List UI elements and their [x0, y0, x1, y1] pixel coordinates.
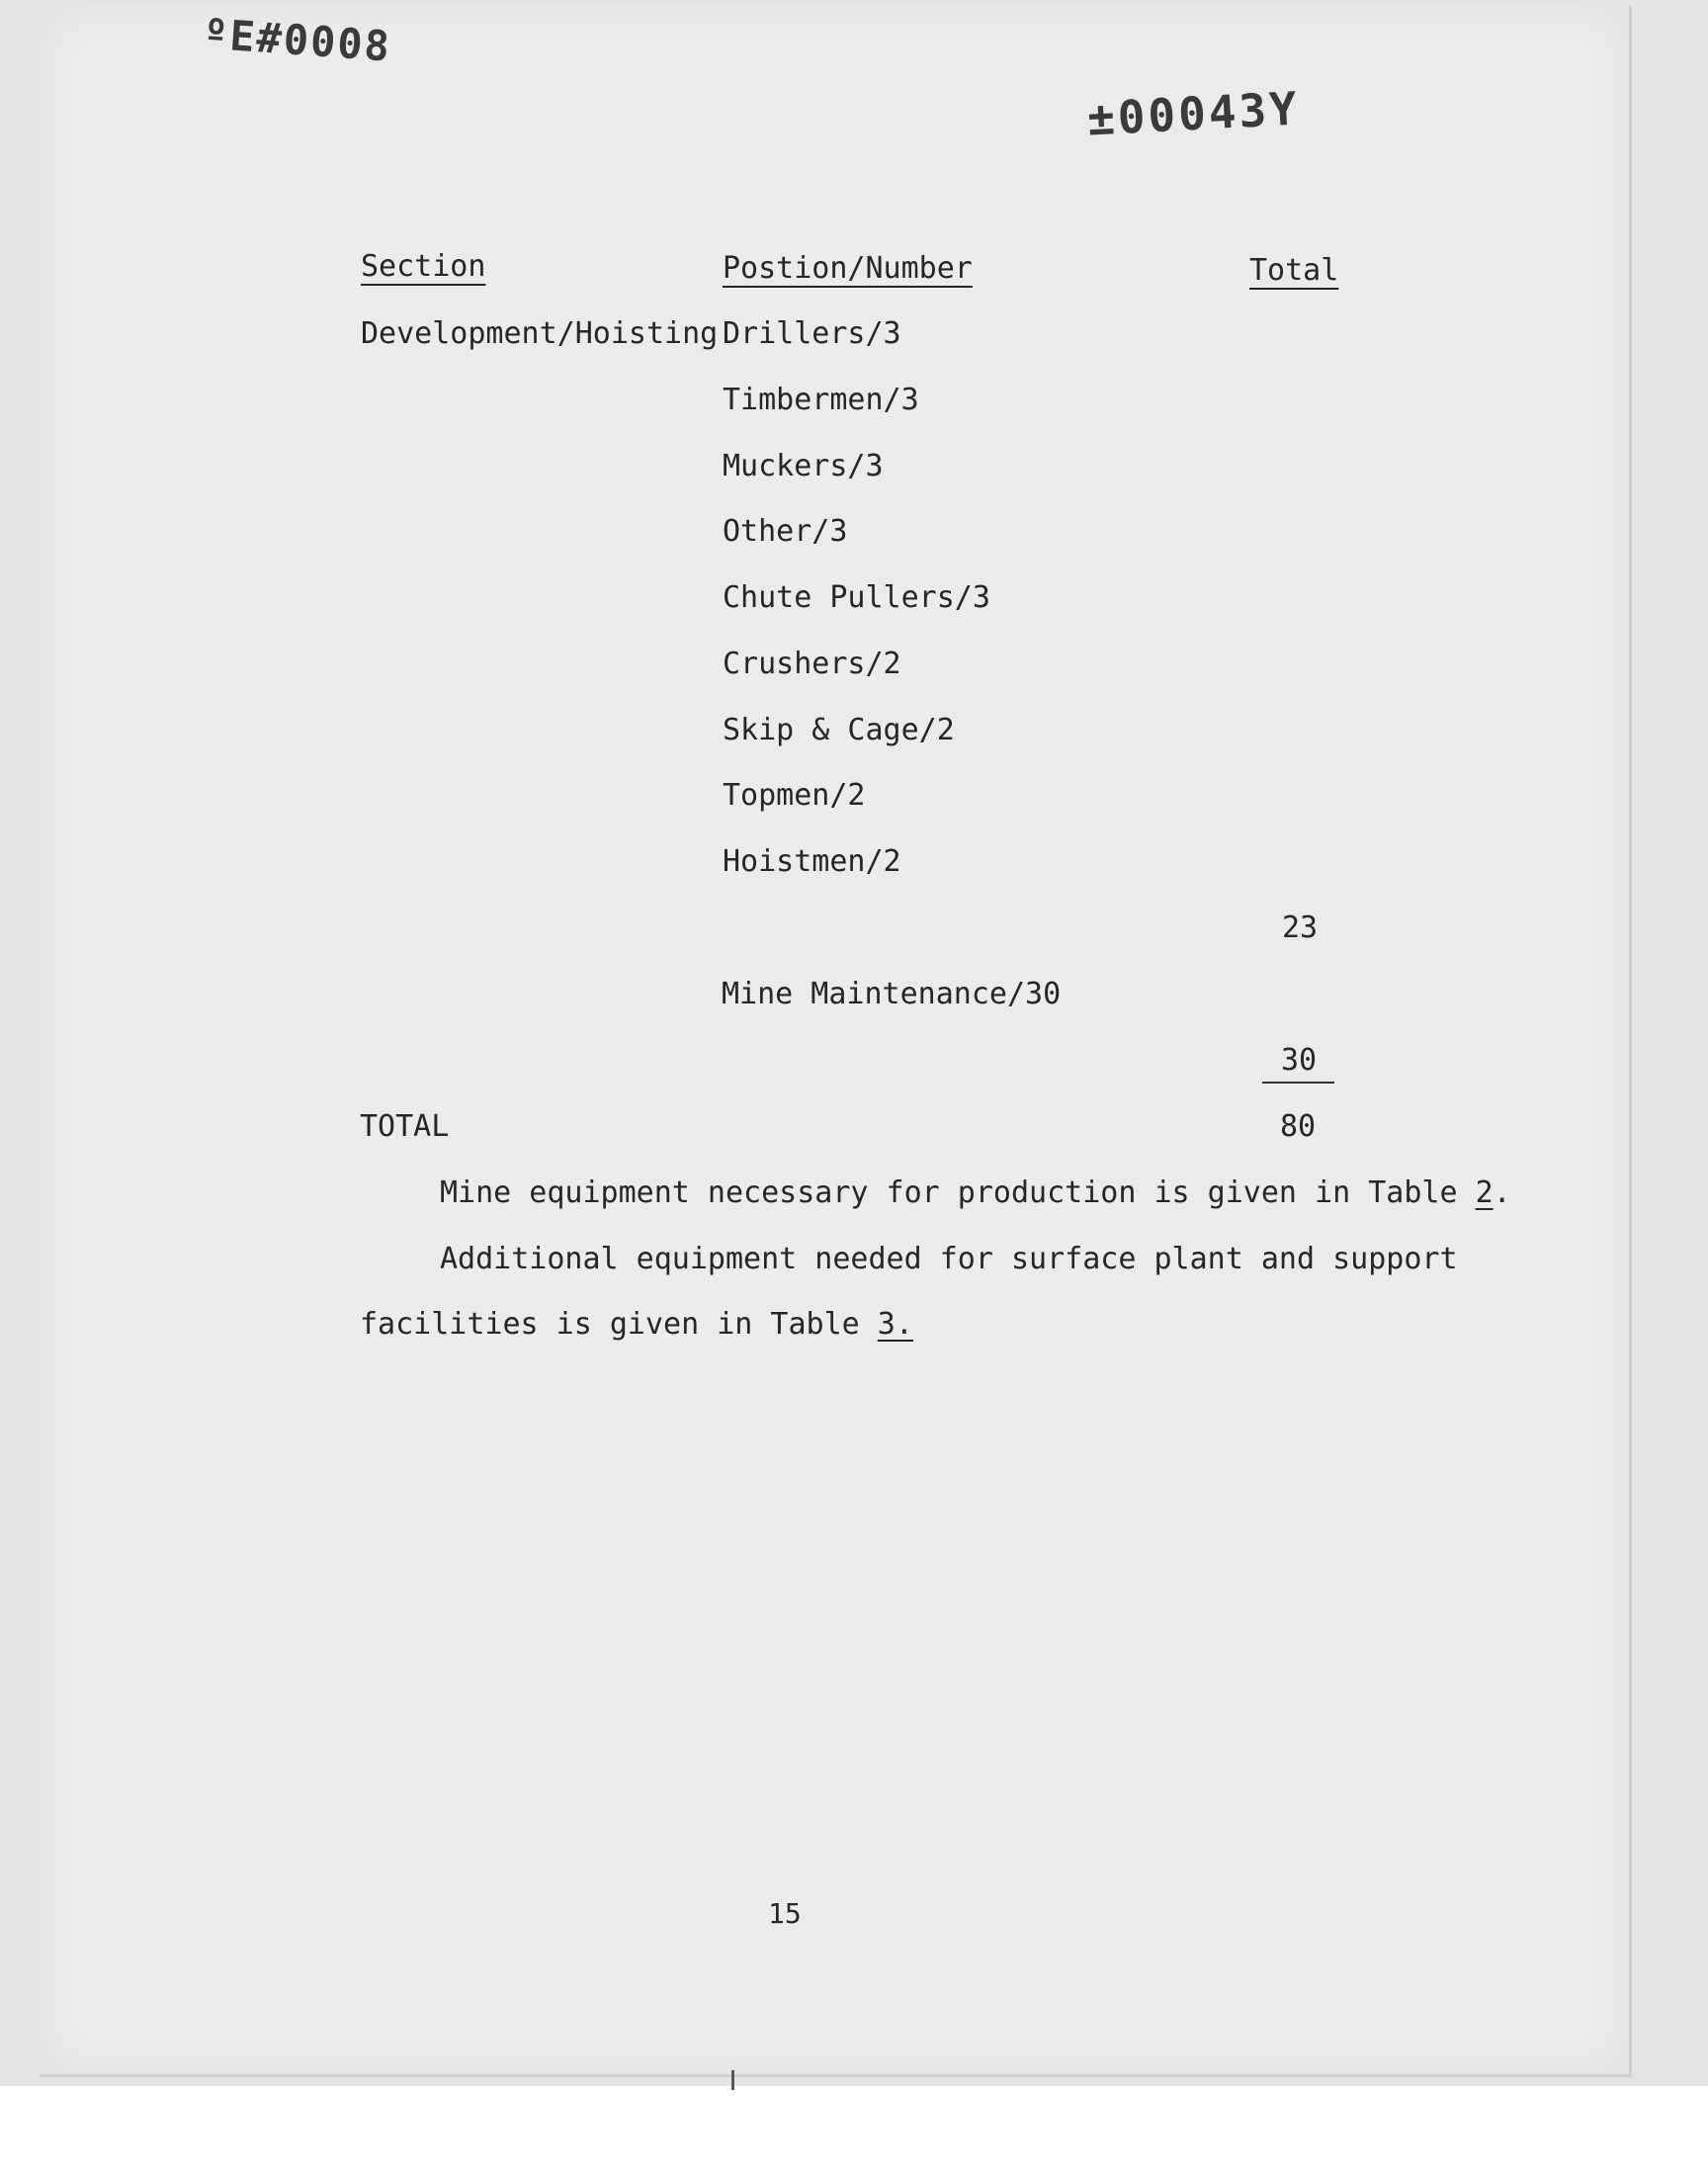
list-item: Muckers/3 — [723, 449, 884, 483]
header-position: Postion/Number — [723, 251, 973, 286]
table-reference: 3. — [877, 1307, 913, 1342]
subtotal-value: 23 — [1282, 911, 1319, 945]
list-item: Skip & Cage/2 — [723, 713, 955, 747]
list-item: Mine Maintenance/30 — [722, 977, 1062, 1011]
paragraph — [440, 1175, 1511, 1210]
section-name: Development/Hoisting — [361, 316, 719, 351]
binding-mark — [731, 2070, 734, 2090]
page-number: 15 — [768, 1897, 802, 1930]
paragraph-line: Additional equipment needed for surface plant and support — [440, 1242, 1458, 1276]
paragraph-text: Mine equipment necessary for production is given in Table — [440, 1175, 1476, 1210]
total-value: 80 — [1280, 1109, 1317, 1144]
paragraph-text: . — [1493, 1175, 1511, 1210]
header-section: Section — [361, 249, 486, 284]
document-page — [40, 6, 1632, 2077]
list-item: Timbermen/3 — [723, 383, 919, 417]
subtotal-value: 30 — [1281, 1043, 1318, 1078]
sum-rule — [1262, 1082, 1334, 1084]
list-item: Drillers/3 — [723, 316, 901, 351]
paragraph-text: facilities is given in Table — [360, 1307, 878, 1342]
header-total: Total — [1249, 253, 1339, 288]
list-item: Hoistmen/2 — [723, 844, 901, 879]
total-label: TOTAL — [360, 1109, 450, 1144]
paragraph-line — [360, 1307, 913, 1342]
list-item: Topmen/2 — [723, 778, 866, 813]
document-id-stamp: ºE#0008 — [201, 9, 393, 71]
list-item: Crushers/2 — [723, 647, 901, 681]
scan-bottom-margin — [0, 2086, 1708, 2175]
list-item: Other/3 — [723, 514, 848, 549]
table-reference: 2 — [1475, 1175, 1494, 1210]
list-item: Chute Pullers/3 — [723, 580, 990, 615]
page-id-stamp: ±00043Y — [1085, 81, 1302, 146]
